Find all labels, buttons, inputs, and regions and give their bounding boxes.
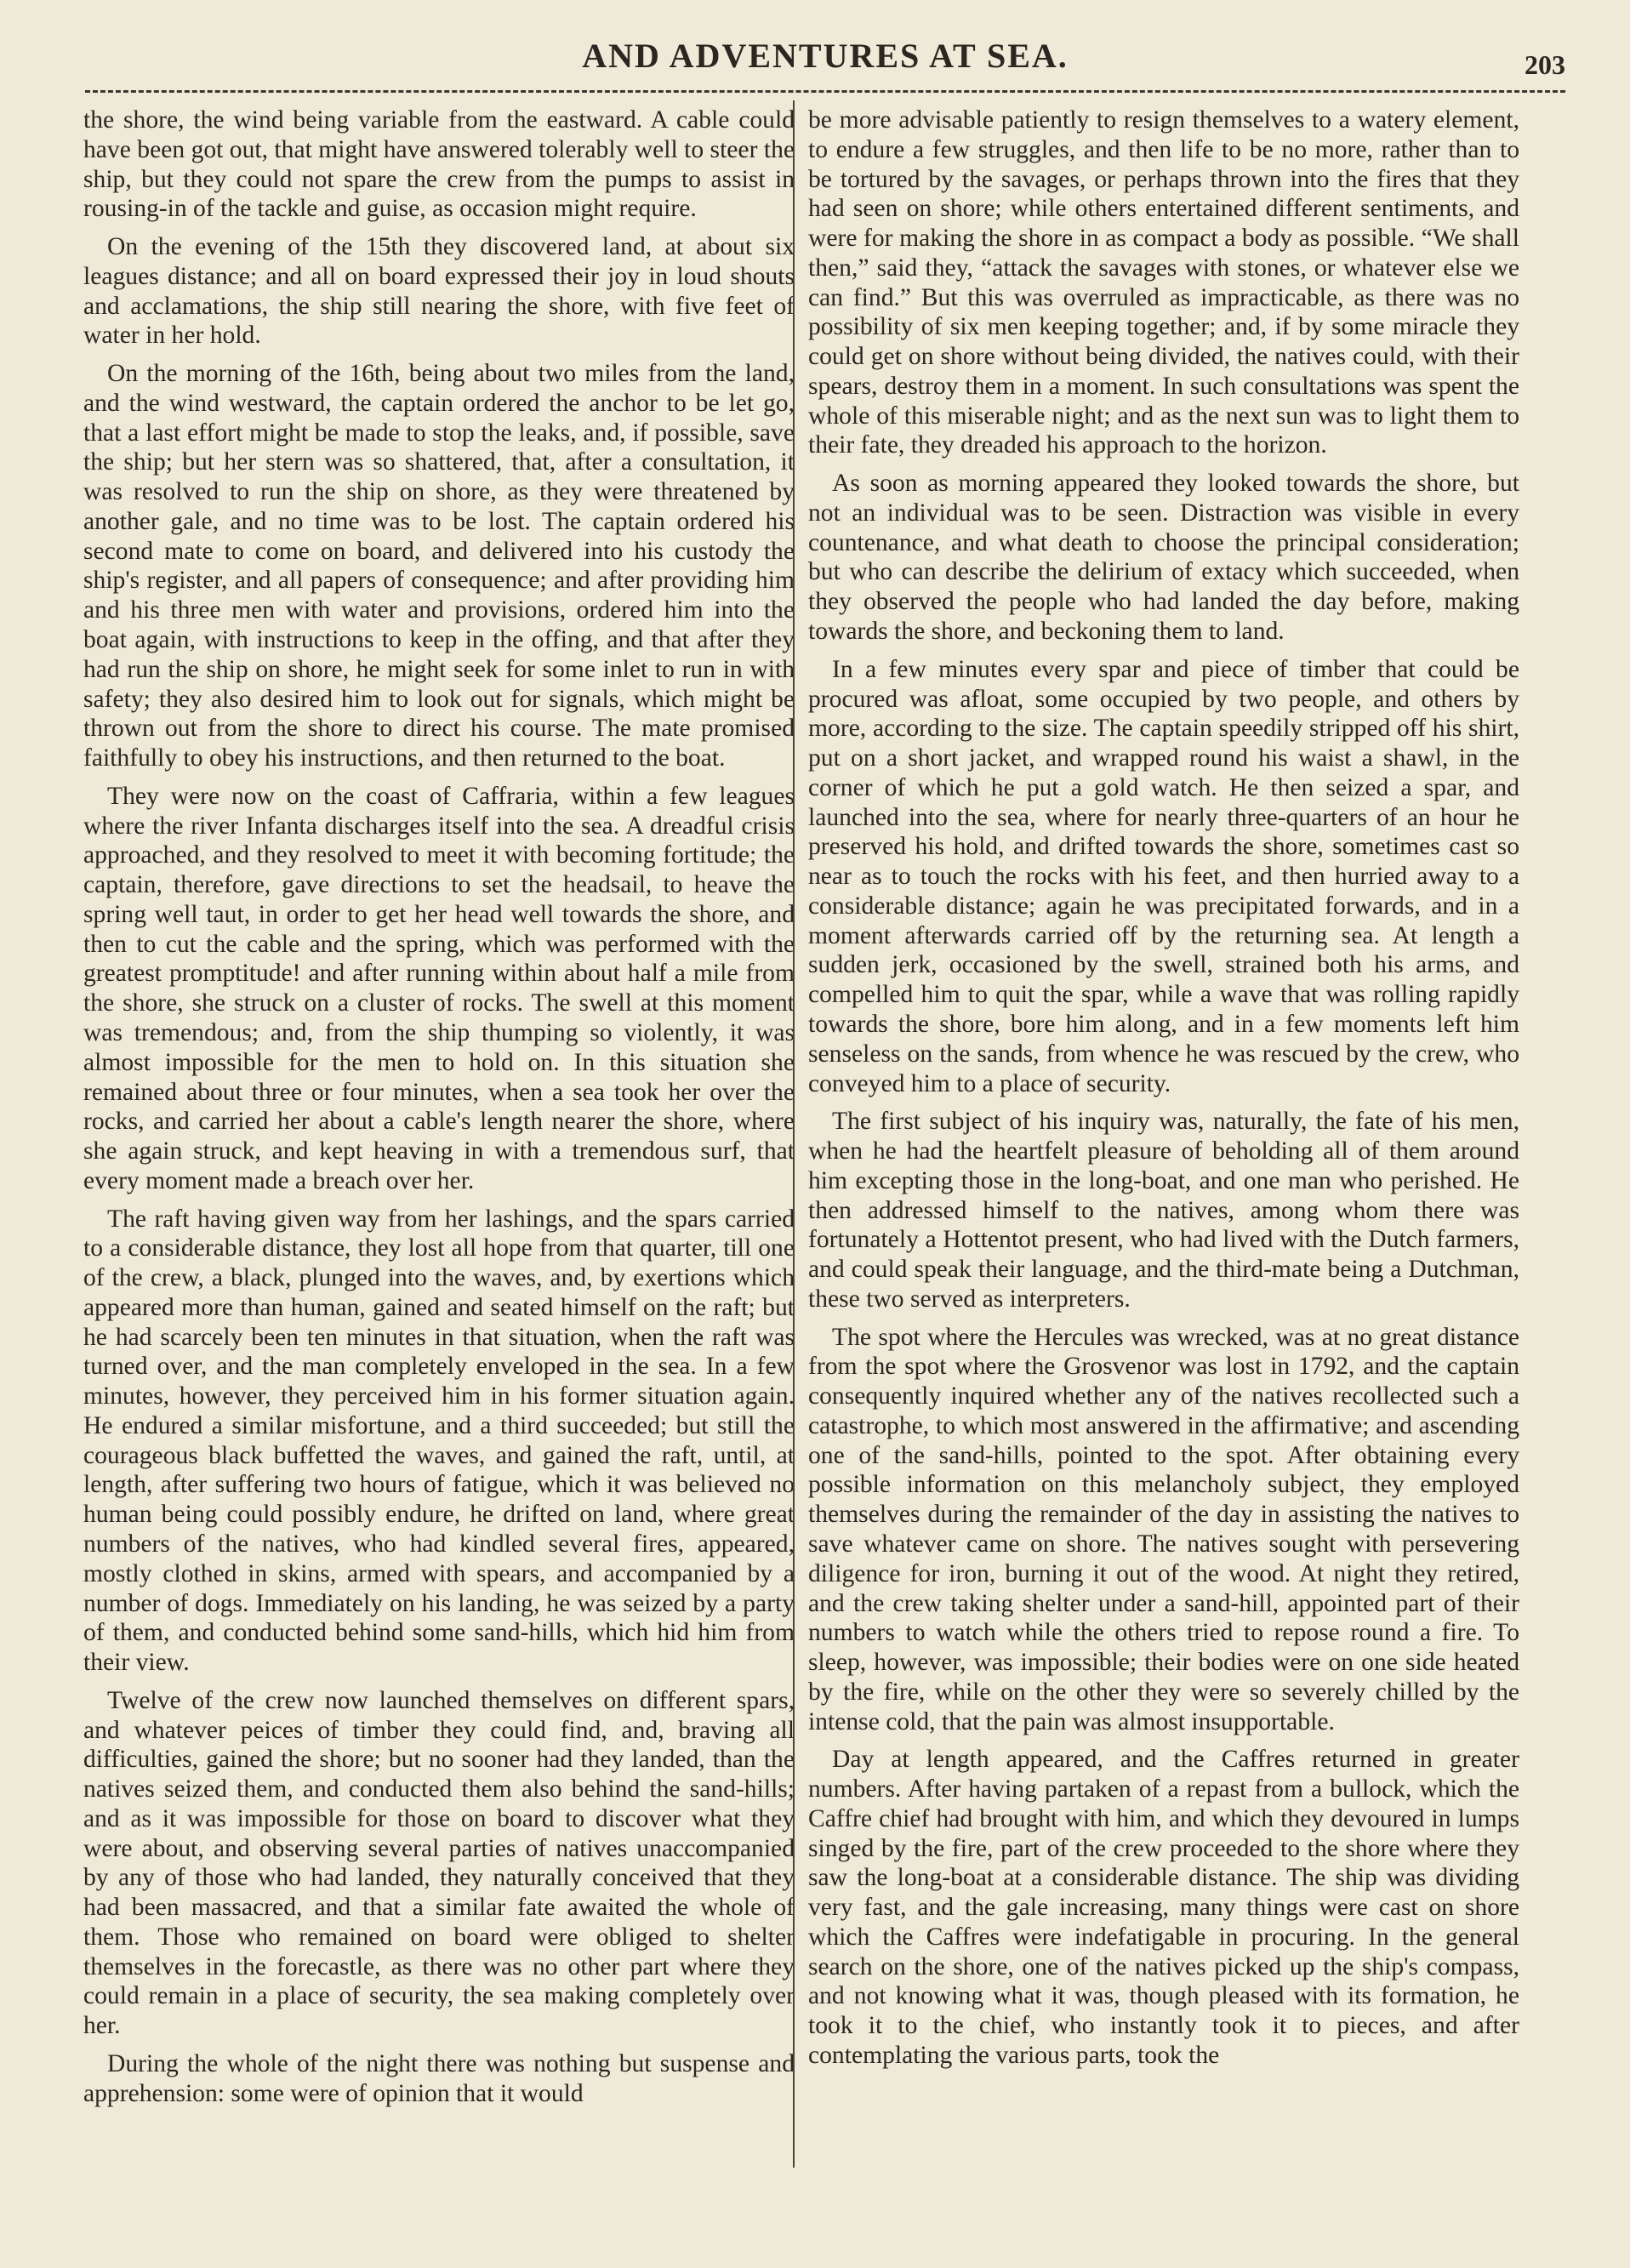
paragraph: As soon as morning appeared they looked towards the shore, but not an individual was to be seen. Distraction was visible in every countenance, and what death to choose the principal consideration; but who can describe the delirium of extacy which succeeded, when they observed the people who had landed the day before, making towards the shore, and beckoning them to land. — [808, 470, 1519, 646]
paragraph: During the whole of the night there was nothing but suspense and apprehension: some were of opinion that it would — [83, 2050, 795, 2107]
right-column — [808, 105, 1519, 2079]
left-column — [83, 105, 795, 2117]
paragraph: Day at length appeared, and the Caffres returned in greater numbers. After having partaken of a repast from a bullock, which the Caffre chief had brought with him, and which they devoured in lumps singed by the fire, part of the crew proceeded to the shore where they saw the long-boat at a considerable distance. The ship was dividing very fast, and the gale increasing, many things were cast on shore which the Caffres were indefatigable in procuring. In the general search on the shore, one of the natives picked up the ship's compass, and not knowing what it was, though pleased with its formation, he took it to the chief, who instantly took it to pieces, and after contemplating the various parts, took the — [808, 1746, 1519, 2069]
paragraph: On the evening of the 15th they discovered land, at about six leagues distance; and all on board expressed their joy in loud shouts and acclamations, the ship still nearing the shore, with five feet of water in her hold. — [83, 233, 795, 350]
paragraph: The spot where the Hercules was wrecked, was at no great distance from the spot where the Grosvenor was lost in 1792, and the captain consequently inquired whether any of the natives recollected such a catastrophe, to which most answered in the affirmative; and ascending one of the sand-hills, pointed to the spot. After obtaining every possible information on this melancholy subject, they employed themselves during the remainder of the day in assisting the natives to save whatever came on shore. The natives sought with persevering diligence for iron, burning it out of the wood. At night they retired, and the crew taking shelter under a sand-hill, appointed part of their numbers to watch while the others tried to repose round a fire. To sleep, however, was impossible; their bodies were on one side heated by the fire, while on the other they were so severely chilled by the intense cold, that the pain was almost insupportable. — [808, 1323, 1519, 1735]
paragraph: Twelve of the crew now launched themselves on different spars, and whatever peices of timber they could find, and, braving all difficulties, gained the shore; but no sooner had they landed, than the natives seized them, and conducted them also behind the sand-hills; and as it was impossible for those on board to discover what they were about, and observing several parties of natives unaccompanied by any of those who had landed, they naturally conceived that they had been massacred, and that a similar fate awaited the whole of them. Those who remained on board were obliged to shelter themselves in the forecastle, as there was no other part where they could remain in a place of security, the sea making completely over her. — [83, 1686, 795, 2040]
column-divider — [793, 100, 795, 2168]
header-rule — [85, 90, 1565, 93]
paragraph: The first subject of his inquiry was, naturally, the fate of his men, when he had the heartfelt pleasure of beholding all of them around him excepting those in the long-boat, and one man who perished. He then addressed himself to the natives, among whom there was fortunately a Hottentot present, who had lived with the Dutch farmers, and could speak their language, and the third-mate being a Dutchman, these two served as interpreters. — [808, 1108, 1519, 1313]
paragraph: the shore, the wind being variable from the eastward. A cable could have been got out, that might have answered tolerably well to steer the ship, but they could not spare the crew from the pumps to assist in rousing-in of the tackle and guise, as occasion might require. — [83, 106, 795, 223]
paragraph: The raft having given way from her lashings, and the spars carried to a considerable distance, they lost all hope from that quarter, till one of the crew, a black, plunged into the waves, and, by exertions which appeared more than human, gained and seated himself on the raft; but he had scarcely been ten minutes in that situation, when the raft was turned over, and the man completely enveloped in the sea. In a few minutes, however, they perceived him in his former situation again. He endured a similar misfortune, and a third succeeded; but still the courageous black buffetted the waves, and gained the raft, until, at length, after suffering two hours of fatigue, which it was believed no human being could possibly endure, he drifted on land, where great numbers of the natives, who had kindled several fires, appeared, mostly clothed in skins, armed with spears, and accompanied by a number of dogs. Immediately on his landing, he was seized by a party of them, and conducted behind some sand-hills, which hid him from their view. — [83, 1205, 795, 1677]
page-number: 203 — [1525, 49, 1565, 80]
paragraph: On the morning of the 16th, being about two miles from the land, and the wind westward, the captain ordered the anchor to be let go, that a last effort might be made to stop the leaks, and, if possible, save the ship; but her stern was so shattered, that, after a consultation, it was resolved to run the ship on shore, as they were threatened by another gale, and no time was to be lost. The captain ordered his second mate to come on board, and delivered into his custody the ship's register, and all papers of consequence; and after providing him and his three men with water and provisions, ordered him into the boat again, with instructions to keep in the offing, and that after they had run the ship on shore, he might seek for some inlet to run in with safety; they also desired him to look out for signals, which might be thrown out from the shore to direct his course. The mate promised faithfully to obey his instructions, and then returned to the boat. — [83, 360, 795, 772]
page-header — [85, 32, 1565, 80]
running-head: AND ADVENTURES AT SEA. — [582, 37, 1069, 75]
paragraph: be more advisable patiently to resign themselves to a watery element, to endure a few struggles, and then life to be no more, rather than to be tortured by the savages, or perhaps thrown into the fires that they had seen on shore; while others entertained different sentiments, and were for making the shore in as compact a body as possible. “We shall then,” said they, “attack the savages with stones, or whatever else we can find.” But this was overruled as impracticable, as there was no possibility of six men keeping together; and, if by some miracle they could get on shore without being divided, the natives could, with their spears, destroy them in a moment. In such consultations was spent the whole of this miserable night; and as the next sun was to light them to their fate, they dreaded his approach to the horizon. — [808, 106, 1519, 459]
paragraph: In a few minutes every spar and piece of timber that could be procured was afloat, some occupied by two people, and others by more, according to the size. The captain speedily stripped off his shirt, put on a short jacket, and wrapped round his waist a shawl, in the corner of which he put a gold watch. He then seized a spar, and launched into the sea, where for nearly three-quarters of an hour he preserved his hold, and drifted towards the shore, sometimes cast so near as to touch the rocks with his feet, and then hurried away to a considerable distance; again he was precipitated forwards, and in a moment afterwards carried off by the returning sea. At length a sudden jerk, occasioned by the swell, strained both his arms, and compelled him to quit the spar, while a wave that was rolling rapidly towards the shore, bore him along, and in a few moments left him senseless on the sands, from whence he was rescued by the crew, who conveyed him to a place of security. — [808, 655, 1519, 1097]
paragraph: They were now on the coast of Caffraria, within a few leagues where the river Infanta discharges itself into the sea. A dreadful crisis approached, and they resolved to meet it with becoming fortitude; the captain, therefore, gave directions to set the headsail, to heave the spring well taut, in order to get her head well towards the shore, and then to cut the cable and the spring, which was performed with the greatest promptitude! and after running within about half a mile from the shore, she struck on a cluster of rocks. The swell at this moment was tremendous; and, from the ship thumping so violently, it was almost impossible for the men to hold on. In this situation she remained about three or four minutes, when a sea took her over the rocks, and carried her about a cable's length nearer the shore, where she again struck, and kept heaving in with a tremendous surf, that every moment made a breach over her. — [83, 782, 795, 1194]
